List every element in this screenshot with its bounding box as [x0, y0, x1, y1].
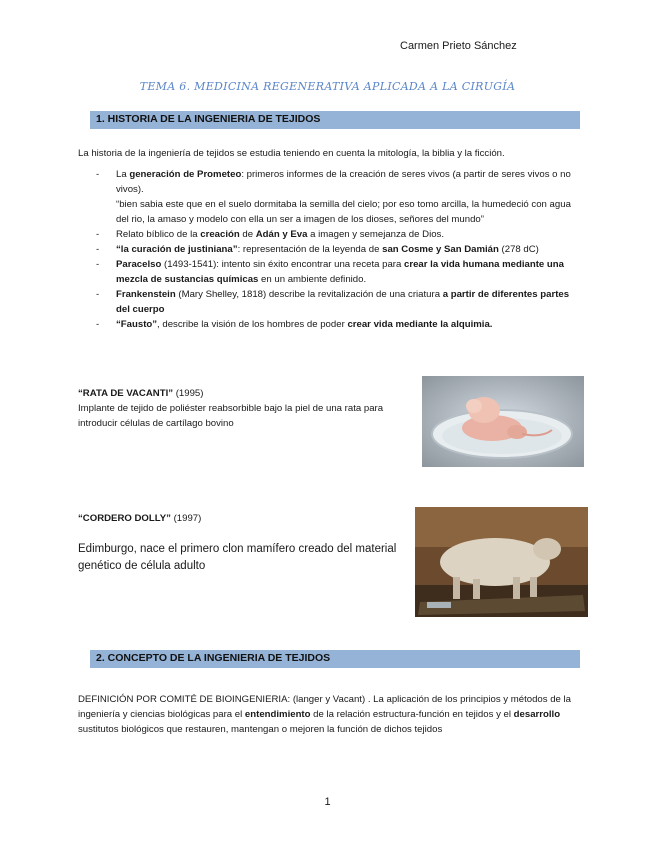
dolly-year: (1997) — [170, 513, 202, 524]
vacanti-mouse-image — [422, 376, 584, 467]
bullet-text: crear la vida humana mediante una mezcla de sustancias químicas — [116, 259, 564, 285]
bullet-text: : primeros informes de la creación de seres vivos (a partir de seres vivos o no vivos). — [116, 169, 571, 195]
dolly-title — [78, 511, 398, 526]
history-bullet-item — [96, 242, 574, 257]
page-number: 1 — [324, 796, 331, 808]
history-bullet-item — [96, 287, 574, 317]
bullet-text: san Cosme y San Damián — [382, 244, 499, 255]
bullet-text: creación — [200, 229, 240, 240]
definition-text: DEFINICIÓN POR COMITÉ DE BIOINGENIERIA: (langer y Vacant) . La aplicación de los principios y métodos de la ingeniería y ciencias biológicas para el — [78, 694, 572, 720]
dolly-description: Edimburgo, nace el primero clon mamífero creado del material genético de célula adulto — [78, 543, 397, 572]
bullet-text: “Fausto” — [116, 319, 158, 330]
bullet-text: , describe la visión de los hombres de poder — [157, 319, 348, 330]
section-2-heading: 2. CONCEPTO DE LA INGENIERIA DE TEJIDOS — [96, 652, 331, 664]
bullet-text: crear vida mediante la alquimia. — [347, 319, 493, 330]
history-bullet-item — [96, 317, 574, 332]
section-1-heading: 1. HISTORIA DE LA INGENIERIA DE TEJIDOS — [96, 113, 321, 125]
rata-title-bold: “RATA DE VACANTI” — [78, 388, 174, 399]
bullet-dash: - — [96, 259, 100, 270]
bullet-text: Adán y Eva — [255, 229, 308, 240]
definition-text: entendimiento — [244, 709, 311, 720]
section-2-definition — [78, 692, 578, 737]
bullet-text: La — [116, 169, 130, 180]
bullet-dash: - — [96, 244, 100, 255]
history-bullet-item — [96, 227, 574, 242]
bullet-text: : representación de la leyenda de — [237, 244, 383, 255]
history-bullet-item — [96, 167, 574, 227]
bullet-dash: - — [96, 319, 100, 330]
author-name: Carmen Prieto Sánchez — [400, 40, 517, 52]
dolly-title-bold: “CORDERO DOLLY” — [78, 513, 171, 524]
section-1-intro: La historia de la ingeniería de tejidos se estudia teniendo en cuenta la mitología, la biblia y la ficción. — [78, 148, 505, 159]
bullet-text: (278 dC) — [498, 244, 539, 255]
rata-title — [78, 386, 408, 401]
bullet-text: (1493-1541): intento sin éxito encontrar una receta para — [161, 259, 405, 270]
definition-text: sustitutos biológicos que restauren, mantengan o mejoren la función de dichos tejidos — [78, 724, 443, 735]
section-1-heading-bar — [90, 111, 580, 129]
bullet-text: a partir de diferentes partes del cuerpo — [116, 289, 570, 315]
bullet-text: de — [239, 229, 256, 240]
definition-text: de la relación estructura-función en tejidos y el — [310, 709, 514, 720]
bullet-text: Relato bíblico de la — [116, 229, 201, 240]
history-bullet-list — [96, 167, 574, 332]
rata-year: (1995) — [173, 388, 204, 399]
bullet-dash: - — [96, 289, 100, 300]
bullet-text: a imagen y semejanza de Dios. — [307, 229, 444, 240]
bullet-dash: - — [96, 169, 100, 180]
dolly-sheep-photo — [415, 507, 588, 617]
history-bullet-item — [96, 257, 574, 287]
bullet-text: Paracelso — [116, 259, 162, 270]
bullet-text: (Mary Shelley, 1818) describe la revitalización de una criatura — [175, 289, 443, 300]
section-2-heading-bar — [90, 650, 580, 668]
bullet-text: en un ambiente definido. — [258, 274, 367, 285]
bullet-text: generación de Prometeo — [129, 169, 242, 180]
bullet-dash: - — [96, 229, 100, 240]
vacanti-mouse-photo — [422, 376, 584, 467]
rata-description: Implante de tejido de poliéster reabsorbible bajo la piel de una rata para introducir células de cartílago bovino — [78, 403, 384, 429]
dolly-sheep-image — [415, 507, 588, 617]
bullet-text: “la curación de justiniana” — [116, 244, 238, 255]
document-title: TEMA 6. MEDICINA REGENERATIVA APLICADA A LA CIRUGÍA — [139, 80, 516, 93]
prometeo-quote: “bien sabia este que en el suelo dormitaba la semilla del cielo; por eso tomo arcilla, la humedeció con agua del rio, la amaso y modelo con ella un ser a imagen de los dioses, señores del mundo” — [116, 199, 571, 225]
definition-text: desarrollo — [513, 709, 561, 720]
bullet-text: Frankenstein — [116, 289, 176, 300]
